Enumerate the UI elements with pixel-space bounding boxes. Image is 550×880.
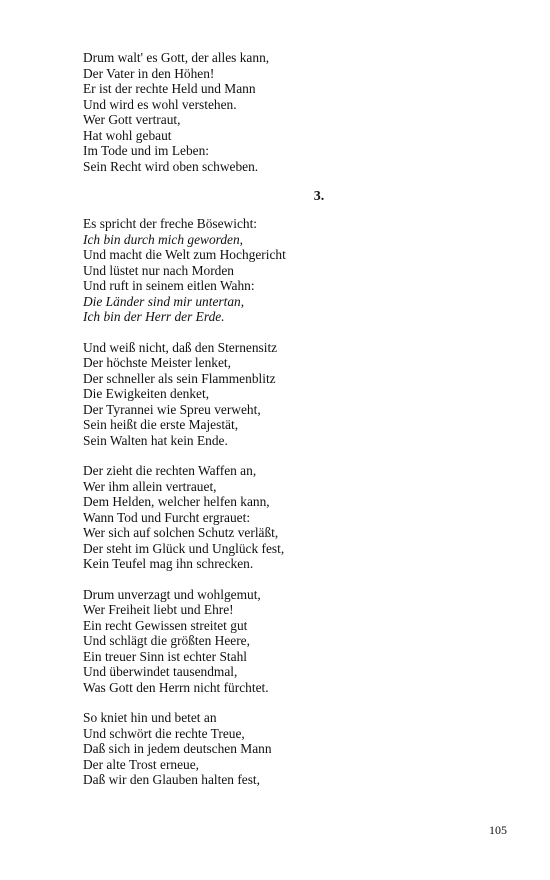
- stanza: [83, 50, 523, 174]
- verse-line: Und lüstet nur nach Morden: [83, 262, 234, 278]
- verse-line: Ich bin der Herr der Erde.: [83, 309, 225, 324]
- verse-line: Der zieht die rechten Waffen an,: [83, 463, 257, 478]
- verse-line: Es spricht der freche Bösewicht:: [83, 216, 258, 231]
- stanza: [83, 587, 523, 696]
- page-number: 105: [489, 823, 507, 837]
- verse-line: Der Tyrannei wie Spreu verweht,: [83, 401, 261, 417]
- verse-line: Und überwindet tausendmal,: [83, 664, 238, 679]
- verse-line: Ein treuer Sinn ist echter Stahl: [83, 648, 247, 664]
- verse-line: Im Tode und im Leben:: [83, 143, 210, 158]
- verse-line: Drum unverzagt und wohlgemut,: [83, 586, 261, 602]
- poem-page: [83, 50, 523, 803]
- verse-line: Die Länder sind mir untertan,: [83, 293, 245, 309]
- verse-line: Sein Walten hat kein Ende.: [83, 432, 228, 448]
- verse-line: Was Gott den Herrn nicht fürchtet.: [83, 679, 269, 695]
- verse-line: Und macht die Welt zum Hochgericht: [83, 247, 286, 262]
- verse-line: Wer Gott vertraut,: [83, 112, 181, 127]
- verse-line: Daß wir den Glauben halten fest,: [83, 772, 260, 787]
- verse-line: Ein recht Gewissen streitet gut: [83, 617, 248, 633]
- verse-line: Und schwört die rechte Treue,: [83, 725, 245, 741]
- verse-line: Sein heißt die erste Majestät,: [83, 417, 239, 432]
- verse-line: Kein Teufel mag ihn schrecken.: [83, 556, 254, 571]
- stanza: [83, 340, 523, 449]
- verse-line: Der höchste Meister lenket,: [83, 355, 231, 370]
- verse-line: Und schlägt die größten Heere,: [83, 633, 250, 648]
- poem-section-previous: [83, 50, 523, 174]
- verse-line: Der alte Trost erneue,: [83, 756, 200, 772]
- verse-line: Und weiß nicht, daß den Sternensitz: [83, 339, 278, 355]
- verse-line: Die Ewigkeiten denket,: [83, 386, 210, 401]
- verse-line: Wann Tod und Furcht ergrauet:: [83, 509, 251, 525]
- verse-line: Wer Freiheit liebt und Ehre!: [83, 602, 234, 617]
- verse-line: Hat wohl gebaut: [83, 127, 172, 143]
- verse-line: Und wird es wohl verstehen.: [83, 96, 237, 112]
- poem-section-3: [83, 216, 523, 788]
- verse-line: Dem Helden, welcher helfen kann,: [83, 494, 270, 509]
- verse-line: Und ruft in seinem eitlen Wahn:: [83, 278, 255, 293]
- verse-line: Drum walt' es Gott, der alles kann,: [83, 50, 270, 65]
- verse-line: Der steht im Glück und Unglück fest,: [83, 540, 285, 556]
- verse-line: Der Vater in den Höhen!: [83, 65, 215, 81]
- verse-line: Daß sich in jedem deutschen Mann: [83, 741, 272, 756]
- verse-line: So kniet hin und betet an: [83, 710, 217, 725]
- section-number: 3.: [313, 189, 325, 204]
- verse-line: Wer ihm allein vertrauet,: [83, 478, 217, 494]
- verse-line: Ich bin durch mich geworden,: [83, 231, 244, 247]
- stanza: [83, 710, 523, 788]
- verse-line: Der schneller als sein Flammenblitz: [83, 370, 276, 386]
- verse-line: Er ist der rechte Held und Mann: [83, 81, 256, 96]
- stanza: [83, 216, 523, 325]
- stanza: [83, 463, 523, 572]
- verse-line: Sein Recht wird oben schweben.: [83, 158, 259, 174]
- verse-line: Wer sich auf solchen Schutz verläßt,: [83, 525, 279, 540]
